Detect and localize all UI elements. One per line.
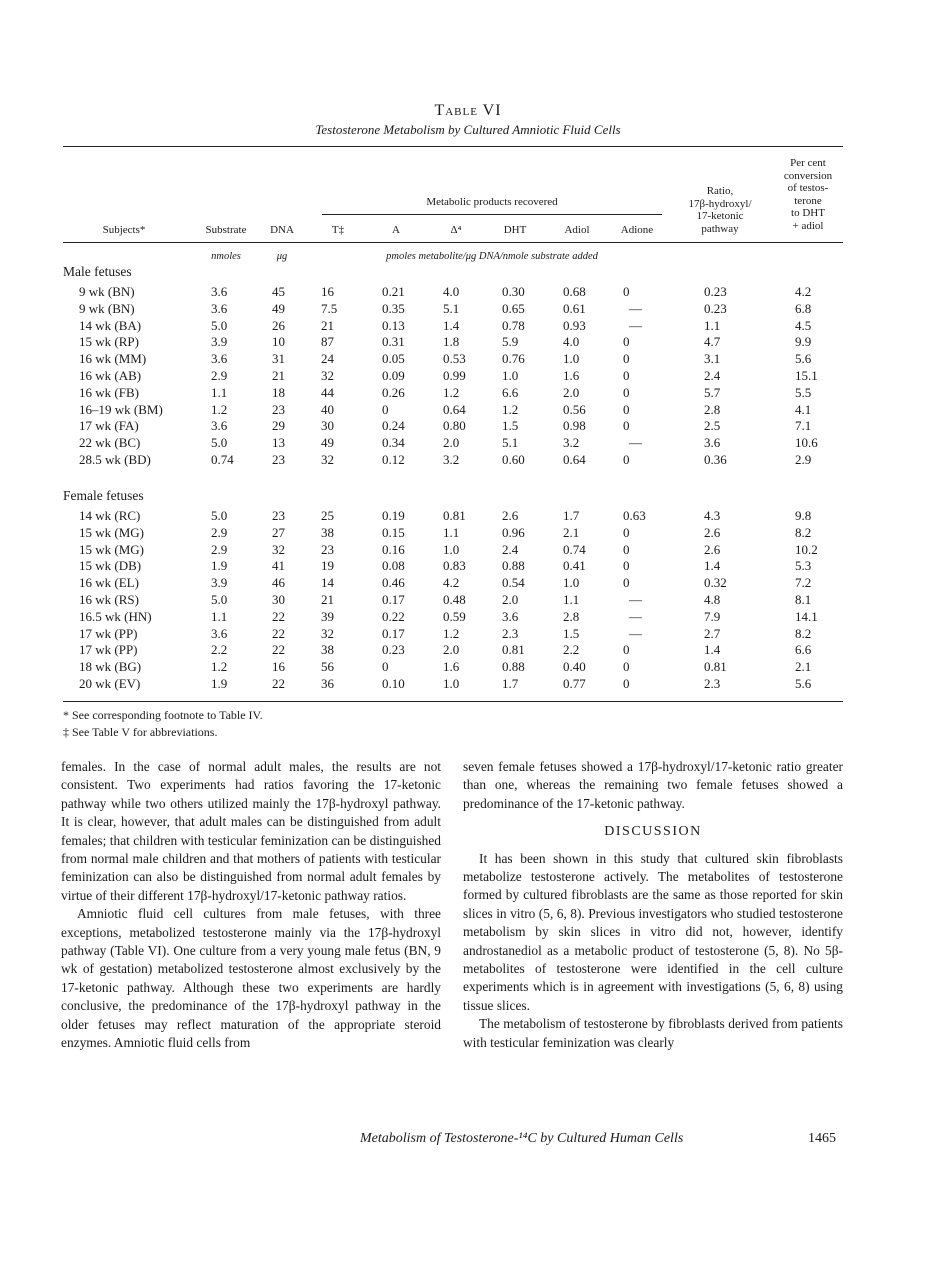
cell-adiol: 1.1 [563,592,580,607]
cell-subject: 16 wk (FB) [79,384,139,400]
cell-dht: 2.0 [502,592,519,607]
cell-delta4: 1.0 [443,541,460,557]
cell-subject: 17 wk (FA) [79,418,139,434]
cell-adiol: 4.0 [563,334,580,350]
cell-t: 21 [321,317,334,333]
col-dna-header: DNA [270,224,294,236]
cell-subject: 15 wk (MG) [79,541,144,557]
cell-dht: 0.88 [502,659,525,675]
cell-t: 39 [321,608,334,624]
cell-a: 0.10 [382,676,405,691]
cell-adiol: 0.74 [563,541,586,557]
section-label-female: Female fetuses [63,488,144,503]
cell-adione: 0 [623,642,630,658]
cell-dna: 21 [272,368,285,383]
cell-subject: 17 wk (PP) [79,625,138,641]
cell-substrate: 1.9 [211,558,228,574]
cell-delta4: 0.59 [443,608,466,624]
cell-dht: 2.6 [502,508,519,523]
cell-delta4: 1.2 [443,625,460,641]
cell-percent: 6.6 [795,642,812,658]
cell-dht: 0.54 [502,575,525,591]
cell-adiol: 1.5 [563,625,580,641]
cell-delta4: 1.1 [443,524,460,540]
cell-substrate: 0.74 [211,452,234,467]
cell-delta4: 0.83 [443,558,466,574]
cell-adione: 0 [623,659,630,675]
cell-adione: 0 [623,384,630,400]
cell-dht: 0.65 [502,300,525,316]
cell-delta4: 2.0 [443,435,460,451]
cell-dna: 32 [272,541,285,557]
cell-substrate: 3.6 [211,418,228,434]
cell-substrate: 3.9 [211,575,228,591]
table-row [0,542,936,559]
cell-dna: 10 [272,334,285,350]
units-dna: μg [276,251,288,262]
cell-percent: 14.1 [795,608,818,624]
cell-subject: 17 wk (PP) [79,642,138,658]
cell-adiol: 2.0 [563,384,580,400]
running-footer: Metabolism of Testosterone-¹⁴C by Cultured Human Cells [360,1131,684,1146]
cell-dht: 2.3 [502,625,519,641]
cell-percent: 2.1 [795,659,812,675]
cell-percent: 6.8 [795,300,812,316]
cell-dht: 3.6 [502,608,519,624]
cell-substrate: 3.6 [211,300,228,316]
cell-subject: 20 wk (EV) [79,676,141,691]
cell-subject: 18 wk (BG) [79,659,142,675]
cell-subject: 16 wk (MM) [79,351,147,367]
cell-ratio: 1.1 [704,317,721,333]
cell-adione: 0 [623,284,630,299]
cell-a: 0.31 [382,334,405,350]
cell-a: 0 [382,401,389,417]
cell-percent: 8.2 [795,524,812,540]
cell-percent: 5.6 [795,676,812,691]
table-number: Table VI [434,102,502,119]
table-top-rule [63,146,843,147]
cell-delta4: 1.6 [443,659,460,675]
cell-ratio: 4.3 [704,508,721,523]
cell-percent: 5.5 [795,384,812,400]
cell-a: 0.17 [382,625,405,641]
cell-delta4: 1.4 [443,317,460,333]
cell-adiol: 0.93 [563,317,586,333]
cell-substrate: 2.9 [211,368,228,383]
cell-delta4: 3.2 [443,452,460,467]
cell-ratio: 0.23 [704,284,727,299]
metabolic-products-header: Metabolic products recovered [426,196,558,208]
cell-dna: 18 [272,384,285,400]
cell-dht: 0.60 [502,452,525,467]
table-row [0,435,936,452]
cell-t: 25 [321,508,334,523]
cell-dht: 1.5 [502,418,519,434]
cell-a: 0.24 [382,418,405,434]
cell-adione: — [629,608,642,624]
header-bottom-rule [63,242,843,243]
col-substrate-header: Substrate [205,224,247,236]
cell-dna: 30 [272,592,285,607]
cell-subject: 16.5 wk (HN) [79,608,152,624]
cell-delta4: 5.1 [443,300,460,316]
cell-percent: 9.9 [795,334,812,350]
cell-t: 23 [321,541,334,557]
units-products: pmoles metabolite/μg DNA/nmole substrate added [386,251,598,262]
cell-ratio: 3.1 [704,351,721,367]
cell-t: 40 [321,401,334,417]
cell-adiol: 2.1 [563,524,580,540]
col-adione-header: Adione [620,224,654,236]
cell-t: 14 [321,575,334,591]
cell-dna: 45 [272,284,285,299]
cell-ratio: 2.7 [704,625,721,641]
cell-subject: 15 wk (MG) [79,524,144,540]
table-row [0,659,936,676]
cell-percent: 4.5 [795,317,812,333]
cell-adiol: 0.41 [563,558,586,574]
cell-a: 0.09 [382,368,405,383]
cell-dna: 13 [272,435,285,451]
cell-adione: 0 [623,575,630,591]
cell-dht: 1.2 [502,401,519,417]
cell-percent: 9.8 [795,508,812,523]
cell-dna: 23 [272,508,285,523]
cell-subject: 14 wk (BA) [79,317,142,333]
cell-dna: 22 [272,608,285,624]
footnote-abbreviations: ‡ See Table V for abbreviations. [63,725,218,739]
cell-a: 0.46 [382,575,405,591]
cell-dht: 5.1 [502,435,519,451]
cell-ratio: 2.8 [704,401,721,417]
cell-adiol: 1.0 [563,575,580,591]
cell-adione: 0 [623,524,630,540]
cell-delta4: 0.48 [443,592,466,607]
cell-a: 0.15 [382,524,405,540]
section-label-male: Male fetuses [63,264,132,279]
cell-a: 0.17 [382,592,405,607]
table-row [0,334,936,351]
cell-t: 19 [321,558,334,574]
cell-substrate: 5.0 [211,592,228,607]
cell-ratio: 2.6 [704,524,721,540]
cell-dna: 23 [272,452,285,467]
cell-dna: 22 [272,625,285,641]
paragraph: Amniotic fluid cell cultures from male fetuses, with three exceptions, metabolized testosterone mainly via the 17β-hydroxyl pathway (Table VI). One culture from a very young male fetus (BN, 9 wk of gestation) metabolized testosterone almost exclusively by the 17-ketonic pathway. Although these two experiments are hardly conclusive, the predominance of the 17β-hydroxyl pathway in the older fetuses may reflect maturation of the appropriate steroid enzymes. Amniotic fluid cells from [61,906,441,1051]
cell-delta4: 1.2 [443,384,460,400]
cell-adione: 0 [623,334,630,350]
cell-substrate: 3.6 [211,351,228,367]
cell-ratio: 0.81 [704,659,727,675]
cell-percent: 5.3 [795,558,812,574]
units-substrate: nmoles [211,251,241,262]
cell-a: 0.23 [382,642,405,658]
cell-ratio: 2.6 [704,541,721,557]
cell-ratio: 2.4 [704,368,721,383]
col-ratio-header: Ratio, 17β-hydroxyl/ 17-ketonic pathway [688,185,752,235]
cell-t: 30 [321,418,334,434]
cell-t: 32 [321,452,334,467]
table-row [0,418,936,435]
cell-substrate: 3.6 [211,284,228,299]
cell-adiol: 0.98 [563,418,586,434]
cell-substrate: 5.0 [211,435,228,451]
cell-ratio: 2.3 [704,676,721,691]
table-row [0,676,936,693]
table-row [0,452,936,469]
cell-dna: 41 [272,558,285,574]
cell-adione: — [629,592,642,607]
cell-dht: 0.76 [502,351,525,367]
cell-ratio: 7.9 [704,608,721,624]
cell-delta4: 0.80 [443,418,466,434]
cell-subject: 28.5 wk (BD) [79,452,151,467]
cell-delta4: 2.0 [443,642,460,658]
cell-percent: 8.1 [795,592,812,607]
cell-t: 44 [321,384,334,400]
cell-adiol: 2.2 [563,642,580,658]
cell-percent: 4.1 [795,401,812,417]
cell-percent: 2.9 [795,452,812,467]
cell-delta4: 4.2 [443,575,460,591]
cell-adiol: 1.0 [563,351,580,367]
cell-ratio: 4.7 [704,334,721,350]
cell-dna: 23 [272,401,285,417]
cell-substrate: 5.0 [211,317,228,333]
paragraph: seven female fetuses showed a 17β-hydroxyl/17-ketonic ratio greater than one, whereas the remaining two female fetuses showed a predominance of the 17-ketonic pathway. [463,759,843,811]
cell-dht: 0.78 [502,317,525,333]
cell-ratio: 4.8 [704,592,721,607]
cell-adione: — [629,300,642,316]
col-adiol-header: Adiol [564,224,590,236]
cell-substrate: 1.2 [211,401,228,417]
table-row [0,301,936,318]
cell-percent: 15.1 [795,368,818,383]
cell-subject: 16–19 wk (BM) [79,401,163,417]
cell-delta4: 1.8 [443,334,460,350]
cell-dht: 5.9 [502,334,519,350]
table-row [0,351,936,368]
cell-subject: 22 wk (BC) [79,435,141,451]
cell-delta4: 1.0 [443,676,460,691]
col-delta4-header: Δ⁴ [450,224,462,236]
cell-delta4: 0.81 [443,508,466,523]
cell-adione: 0 [623,401,630,417]
section-heading: DISCUSSION [604,824,702,840]
cell-adione: 0 [623,541,630,557]
cell-dht: 0.96 [502,524,525,540]
cell-a: 0.13 [382,317,405,333]
cell-substrate: 3.6 [211,625,228,641]
cell-substrate: 1.1 [211,384,228,400]
cell-dht: 0.81 [502,642,525,658]
cell-percent: 7.1 [795,418,812,434]
cell-ratio: 5.7 [704,384,721,400]
cell-dna: 16 [272,659,285,675]
cell-subject: 15 wk (RP) [79,334,139,350]
cell-dna: 27 [272,524,285,540]
cell-adiol: 0.68 [563,284,586,299]
table-row [0,592,936,609]
cell-delta4: 0.53 [443,351,466,367]
cell-a: 0 [382,659,389,675]
col-t-header: T‡ [331,224,345,236]
cell-subject: 16 wk (EL) [79,575,139,591]
paragraph: The metabolism of testosterone by fibroblasts derived from patients with testicular feminization was clearly [463,1016,843,1050]
cell-substrate: 5.0 [211,508,228,523]
cell-t: 87 [321,334,334,350]
table-row [0,385,936,402]
col-dht-header: DHT [503,224,527,236]
cell-adione: 0 [623,558,630,574]
footnote-subjects: * See corresponding footnote to Table IV. [63,708,263,722]
cell-dna: 22 [272,642,285,658]
cell-delta4: 0.99 [443,368,466,383]
cell-t: 38 [321,524,334,540]
table-row [0,368,936,385]
cell-subject: 14 wk (RC) [79,508,141,523]
cell-dht: 1.7 [502,676,519,691]
cell-adione: — [629,435,642,451]
cell-ratio: 1.4 [704,558,721,574]
table-row [0,626,936,643]
cell-adione: — [629,625,642,641]
table-row [0,575,936,592]
table-title: Testosterone Metabolism by Cultured Amniotic Fluid Cells [315,122,621,137]
cell-ratio: 0.32 [704,575,727,591]
table-row [0,609,936,626]
cell-adiol: 0.61 [563,300,586,316]
cell-subject: 9 wk (BN) [79,284,135,299]
cell-substrate: 1.2 [211,659,228,675]
cell-ratio: 0.23 [704,300,727,316]
col-a-header: A [392,224,400,236]
cell-t: 7.5 [321,300,338,316]
cell-percent: 5.6 [795,351,812,367]
cell-dht: 2.4 [502,541,519,557]
cell-delta4: 4.0 [443,284,460,299]
cell-adiol: 1.6 [563,368,580,383]
cell-adiol: 0.64 [563,452,586,467]
cell-percent: 4.2 [795,284,812,299]
cell-adione: 0.63 [623,508,646,523]
cell-subject: 15 wk (DB) [79,558,142,574]
cell-adiol: 2.8 [563,608,580,624]
table-row [0,642,936,659]
cell-dht: 6.6 [502,384,519,400]
cell-t: 32 [321,625,334,641]
cell-substrate: 2.2 [211,642,228,658]
group-header-rule [322,214,662,215]
cell-subject: 16 wk (RS) [79,592,139,607]
table-row [0,318,936,335]
cell-a: 0.12 [382,452,405,467]
cell-substrate: 3.9 [211,334,228,350]
right-column [463,758,843,1052]
paragraph: females. In the case of normal adult males, the results are not consistent. Two experiments had ratios favoring the 17-ketonic pathway while two others utilized mainly the 17β-hydroxyl pathway. It is clear, however, that adult males can be distinguished from adult females; that children with testicular feminization can be distinguished from normal male children and that mothers of patients with testicular feminization can also be distinguished from normal adult females by virtue of their different 17β-hydroxyl/17-ketonic pathway ratios. [61,759,441,903]
cell-t: 36 [321,676,334,691]
table-bottom-rule [63,701,843,702]
col-percent-header: Per cent conversion of testos- terone to DHT + adiol [783,157,833,232]
cell-adione: 0 [623,676,630,691]
cell-t: 16 [321,284,334,299]
cell-t: 56 [321,659,334,675]
cell-dna: 26 [272,317,285,333]
cell-adione: — [629,317,642,333]
cell-ratio: 0.36 [704,452,727,467]
cell-dht: 0.88 [502,558,525,574]
cell-percent: 8.2 [795,625,812,641]
cell-t: 49 [321,435,334,451]
cell-adiol: 1.7 [563,508,580,523]
cell-adiol: 3.2 [563,435,580,451]
cell-a: 0.35 [382,300,405,316]
cell-dna: 46 [272,575,285,591]
cell-a: 0.19 [382,508,405,523]
cell-ratio: 3.6 [704,435,721,451]
table-row [0,525,936,542]
cell-dht: 0.30 [502,284,525,299]
paragraph: It has been shown in this study that cultured skin fibroblasts metabolize testosterone actively. The metabolites of testosterone formed by cultured fibroblasts are the same as those reported for skin slices in vitro (5, 6, 8). Previous investigators who studied testosterone metabolism by skin slices in vitro did not, however, identify androstanediol as a metabolic product of testosterone (5, 8). No 5β-metabolites of testosterone were identified in the cell culture experiments which is in agreement with investigations (5, 6, 8) using tissue slices. [463,850,843,1013]
cell-t: 38 [321,642,334,658]
cell-a: 0.21 [382,284,405,299]
table-row [0,558,936,575]
col-subjects-header: Subjects* [102,224,146,236]
cell-substrate: 1.1 [211,608,228,624]
page-number: 1465 [808,1131,836,1146]
table-row [0,284,936,301]
cell-dht: 1.0 [502,368,519,383]
cell-a: 0.26 [382,384,405,400]
cell-percent: 7.2 [795,575,812,591]
cell-a: 0.08 [382,558,405,574]
cell-t: 21 [321,592,334,607]
cell-substrate: 1.9 [211,676,228,691]
cell-a: 0.05 [382,351,405,367]
cell-ratio: 1.4 [704,642,721,658]
cell-adione: 0 [623,368,630,383]
left-column [61,758,441,1053]
cell-adione: 0 [623,418,630,434]
cell-a: 0.34 [382,435,405,451]
cell-adiol: 0.77 [563,676,586,691]
cell-dna: 31 [272,351,285,367]
cell-a: 0.16 [382,541,405,557]
cell-dna: 49 [272,300,285,316]
cell-adiol: 0.56 [563,401,586,417]
cell-percent: 10.6 [795,435,818,451]
table-row [0,402,936,419]
cell-t: 32 [321,368,334,383]
cell-substrate: 2.9 [211,524,228,540]
cell-ratio: 2.5 [704,418,721,434]
cell-dna: 22 [272,676,285,691]
cell-delta4: 0.64 [443,401,466,417]
cell-adione: 0 [623,452,630,467]
cell-adiol: 0.40 [563,659,586,675]
cell-t: 24 [321,351,334,367]
table-row [0,508,936,525]
cell-subject: 16 wk (AB) [79,368,142,383]
cell-a: 0.22 [382,608,405,624]
cell-adione: 0 [623,351,630,367]
cell-subject: 9 wk (BN) [79,300,135,316]
cell-dna: 29 [272,418,285,434]
cell-substrate: 2.9 [211,541,228,557]
cell-percent: 10.2 [795,541,818,557]
